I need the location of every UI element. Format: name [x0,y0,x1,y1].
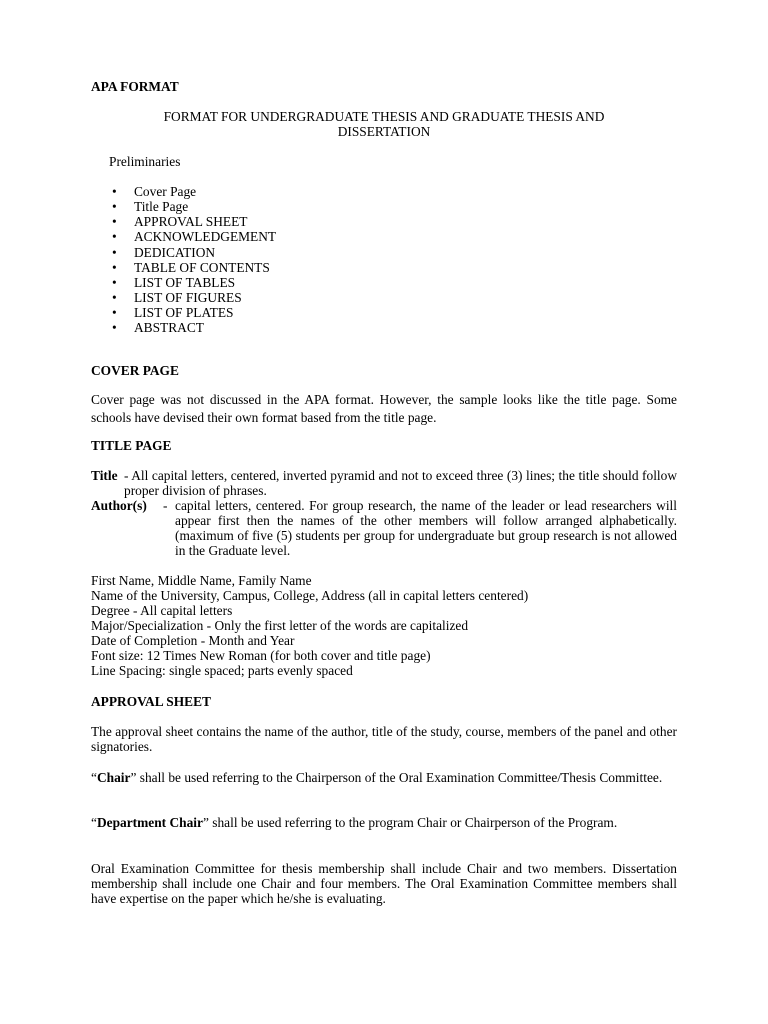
title-page-line: Line Spacing: single spaced; parts evenly spaced [91,663,353,678]
cover-page-heading: COVER PAGE [91,363,179,378]
doc-subtitle-line-1: FORMAT FOR UNDERGRADUATE THESIS AND GRADUATE THESIS AND [163,109,605,124]
doc-heading: APA FORMAT [91,79,179,94]
department-chair-definition-text: ” shall be used referring to the program Chair or Chairperson of the Program. [202,815,618,830]
approval-para-1-text: The approval sheet contains the name of the author, title of the study, course, members of the panel and other signatories. [91,724,677,754]
open-quote: “ [91,770,97,785]
title-page-lines [91,573,528,678]
list-item: • ABSTRACT [110,320,276,335]
author-definition-text: capital letters, centered. For group research, the name of the leader or lead researchers will appear first then the names of the other members will follow arranged alphabetically. (maximum of five (5) students per group for undergraduate but group research is not allowed in the Graduate level. [175,498,677,558]
approval-para-4-text: Oral Examination Committee for thesis membership shall include Chair and two members. Dissertation membership shall include one Chair and four members. The Oral Examination Committee members shall have expertise on the paper which he/she is evaluating. [91,861,677,906]
cover-page-text-content: Cover page was not discussed in the APA format. However, the sample looks like the title page. Some schools have devised their own format based from the title page. [91,392,677,425]
chair-definition-text: ” shall be used referring to the Chairperson of the Oral Examination Committee/Thesis Committee. [130,770,663,785]
title-definition [124,468,677,498]
cover-page-text [91,391,677,426]
author-definition [175,498,677,558]
title-page-line: Major/Specialization - Only the first letter of the words are capitalized [91,618,469,633]
title-definition-text: - All capital letters, centered, inverted pyramid and not to exceed three (3) lines; the title should follow proper division of phrases. [124,468,677,498]
list-item: • LIST OF FIGURES [110,290,276,305]
title-label: Title [91,468,118,483]
doc-subtitle [91,109,677,139]
title-page-line: Font size: 12 Times New Roman (for both cover and title page) [91,648,431,663]
open-quote: “ [91,815,97,830]
approval-para-dept-chair [91,815,631,830]
preliminaries-list [110,184,276,335]
author-label: Author(s) [91,498,147,513]
author-dash: - [163,498,168,513]
approval-para-4 [91,861,677,906]
title-page-heading: TITLE PAGE [91,438,172,453]
preliminaries-label: Preliminaries [109,154,181,169]
list-item: • Cover Page [110,184,276,199]
title-page-line: Name of the University, Campus, College, Address (all in capital letters centered) [91,588,529,603]
department-chair-term: Department Chair [96,815,203,830]
list-item: • LIST OF TABLES [110,275,276,290]
list-item: • LIST OF PLATES [110,305,276,320]
title-page-line: First Name, Middle Name, Family Name [91,573,312,588]
approval-para-1 [91,724,677,754]
list-item: • TABLE OF CONTENTS [110,260,276,275]
title-page-line: Degree - All capital letters [91,603,233,618]
list-item: • APPROVAL SHEET [110,214,276,229]
list-item: • Title Page [110,199,276,214]
approval-para-chair [91,770,677,785]
list-item: • DEDICATION [110,245,276,260]
doc-subtitle-line-2: DISSERTATION [337,124,431,139]
title-page-line: Date of Completion - Month and Year [91,633,295,648]
chair-term: Chair [96,770,131,785]
approval-sheet-heading: APPROVAL SHEET [91,694,211,709]
list-item: • ACKNOWLEDGEMENT [110,229,276,244]
